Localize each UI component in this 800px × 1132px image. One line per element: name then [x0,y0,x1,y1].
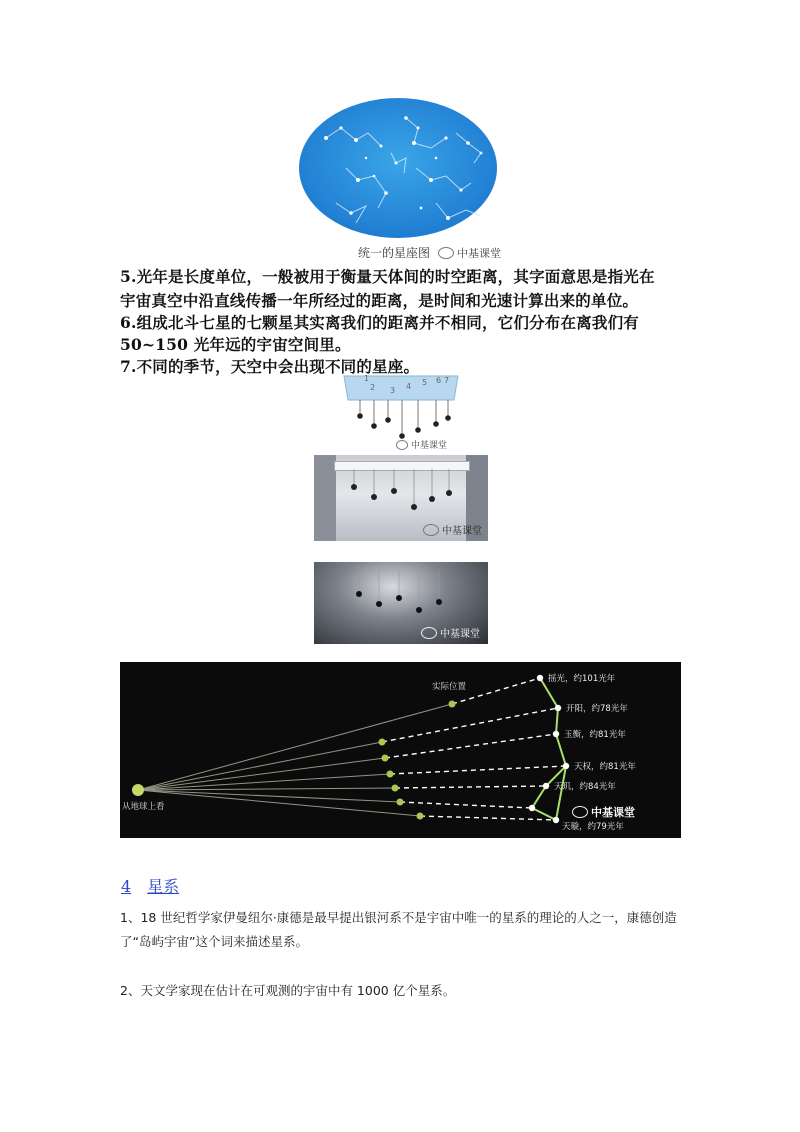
wechat-icon [396,440,408,450]
paragraph-1b: 了“岛屿宇宙”这个词来描述星系。 [120,934,308,949]
dipper-watermark [572,804,635,820]
model-label-3: 3 [390,386,396,395]
star-label-yaoguang: 摇光，约101光年 [548,674,616,684]
section-number: 4 [121,877,132,896]
model-label-7: 7 [444,376,450,385]
watermark-text: 中基课堂 [440,629,480,640]
model-label-4: 4 [406,382,412,391]
watermark-text: 中基课堂 [411,441,448,451]
star-label-tianji: 天玑，约84光年 [554,782,616,792]
model-label-6: 6 [436,376,442,385]
star-map-image [296,98,506,263]
paragraph-2: 2、天文学家现在估计在可观测的宇宙中有 1000 亿个星系。 [120,983,456,998]
star-label-tianquan: 天权，约81光年 [574,762,636,772]
star-map-watermark [438,245,501,261]
photo-dark-model [314,562,488,644]
watermark-text: 中基课堂 [457,246,502,260]
wechat-icon [438,247,454,259]
earth-view-label: 从地球上看 [122,802,165,812]
star-map-caption: 统一的星座图 [358,246,431,260]
line-6a: 6.组成北斗七星的七颗星其实离我们的距离并不相同，它们分布在离我们有 [120,313,639,332]
wechat-icon [572,806,588,818]
photo-dark-watermark [421,625,480,640]
paragraph-1a: 1、18 世纪哲学家伊曼纽尔·康德是最早提出银河系不是宇宙中唯一的星系的理论的人之一，康德创造 [120,910,677,925]
watermark-text: 中基课堂 [591,806,635,819]
wechat-icon [421,627,437,639]
photo-light-watermark [423,522,482,537]
star-label-yuheng: 玉衡，约81光年 [564,730,626,740]
model-label-5: 5 [422,378,428,387]
watermark-text: 中基课堂 [442,526,482,537]
star-label-tianxuan: 天璇，约79光年 [562,822,624,832]
line-5b: 宇宙真空中沿直线传播一年所经过的距离，是时间和光速计算出来的单位。 [120,291,639,310]
wechat-icon [423,524,439,536]
section-title: 星系 [147,877,180,896]
model-label-1: 1 [364,374,370,383]
dipper-distance-chart [120,662,681,838]
star-map-caption-row [358,244,501,261]
model-label-2: 2 [370,383,376,392]
section-heading[interactable] [121,874,179,897]
star-label-kaiyang: 开阳，约78光年 [566,704,628,714]
model-diagram-image [340,372,462,452]
star-map-graphic [296,98,506,263]
line-7: 7.不同的季节，天空中会出现不同的星座。 [120,357,420,376]
actual-position-label: 实际位置 [432,682,467,692]
photo-light-model [314,455,488,541]
line-6b: 50~150 光年远的宇宙空间里。 [120,335,351,354]
model-watermark [396,438,447,451]
line-5a: 5.光年是长度单位，一般被用于衡量天体间的时空距离，其字面意思是指光在 [120,267,655,286]
